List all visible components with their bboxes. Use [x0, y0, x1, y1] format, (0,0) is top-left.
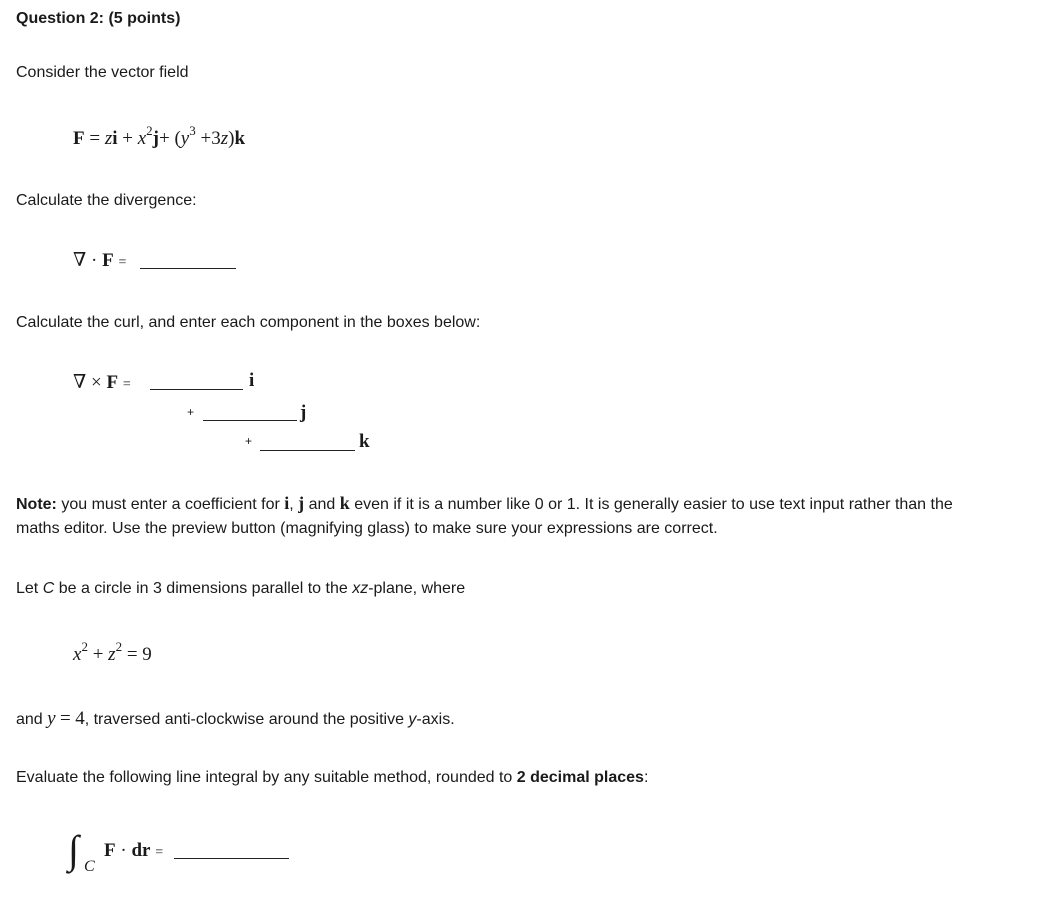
curl-F: F — [106, 372, 119, 393]
field-unit-k: k — [234, 128, 246, 149]
curl-i-answer-field[interactable] — [150, 389, 243, 390]
field-unit-i: i — [112, 128, 118, 149]
integral-subscript: C — [84, 858, 95, 875]
constraint-val: 4 — [75, 708, 85, 729]
field-coef: 3 — [211, 128, 221, 149]
note-line-2: maths editor. Use the preview button (magnifying glass) to make sure your expressions are correct. — [16, 520, 718, 537]
curl-prompt: Calculate the curl, and enter each component in the boxes below: — [16, 314, 481, 331]
note-line-1 — [16, 493, 953, 514]
note-unit-k: k — [339, 493, 350, 513]
field-exp-3: 3 — [189, 123, 196, 138]
integral-expression — [104, 840, 163, 862]
field-term-z2: z — [220, 128, 229, 149]
circle-text-c: -plane, where — [368, 580, 466, 597]
question-title: Question 2: (5 points) — [16, 10, 181, 27]
integral-answer-field[interactable] — [174, 858, 289, 859]
divergence-F: F — [102, 250, 114, 271]
field-plus-2: + — [159, 128, 170, 149]
integral-dot: · — [120, 840, 127, 861]
circle-text-a: Let — [16, 580, 43, 597]
circle-rhs: 9 — [142, 644, 152, 665]
curl-eq: = — [122, 377, 131, 392]
constraint-text-c: -axis. — [416, 711, 455, 728]
circle-plus: + — [92, 644, 104, 665]
curl-k-answer-field[interactable] — [260, 450, 355, 451]
integral-sign: ∫ — [68, 827, 79, 872]
field-plus-1: + — [122, 128, 133, 149]
circle-exp-z: 2 — [115, 639, 123, 654]
divergence-eq: = — [118, 255, 127, 270]
vector-field-equation — [73, 123, 246, 150]
circle-plane: xz — [352, 580, 369, 597]
evaluate-prompt — [16, 769, 648, 787]
note-unit-j: j — [298, 493, 305, 513]
curl-expression — [73, 371, 131, 394]
constraint-axis: y — [408, 711, 417, 728]
curl-unit-j: j — [300, 402, 307, 423]
field-exp-2: 2 — [146, 123, 153, 138]
constraint-text-a: and — [16, 711, 48, 728]
note-comma: , — [289, 496, 299, 513]
constraint-text-b: , traversed anti-clockwise around the positive — [84, 711, 409, 728]
note-text-a: you must enter a coefficient for — [56, 496, 285, 513]
curl-plus-j: + — [187, 405, 195, 419]
field-lhs: F — [73, 128, 85, 149]
field-eq: = — [89, 128, 101, 149]
field-unit-j: j — [152, 128, 159, 149]
field-term-y: y — [180, 128, 190, 149]
evaluate-text-b: : — [643, 769, 649, 786]
integral-d: d — [131, 840, 143, 861]
integral-r: r — [142, 840, 151, 861]
cross-operator: × — [91, 372, 102, 393]
nabla-symbol: ∇ — [73, 372, 87, 393]
curl-j-answer-field[interactable] — [203, 420, 297, 421]
circle-equation — [73, 639, 152, 666]
note-text-b: even if it is a number like 0 or 1. It is generally easier to use text input rather than the — [349, 496, 953, 513]
divergence-prompt: Calculate the divergence: — [16, 192, 197, 209]
note-unit-i: i — [284, 493, 290, 513]
nabla-symbol: ∇ — [73, 250, 87, 271]
circle-eq: = — [126, 644, 138, 665]
circle-z: z — [108, 644, 116, 665]
curl-unit-i: i — [249, 370, 255, 391]
field-term-z: z — [104, 128, 113, 149]
constraint-eq: = — [60, 708, 71, 729]
circle-text-b: be a circle in 3 dimensions parallel to the — [54, 580, 353, 597]
dot-operator: · — [91, 250, 98, 271]
curl-plus-k: + — [245, 434, 253, 448]
integral-F: F — [104, 840, 116, 861]
note-and: and — [304, 496, 340, 513]
constraint-text — [16, 708, 455, 730]
constraint-y: y — [47, 708, 56, 729]
circle-x: x — [73, 644, 82, 665]
evaluate-text-a: Evaluate the following line integral by any suitable method, rounded to — [16, 769, 517, 786]
field-open-paren: ( — [174, 128, 181, 149]
integral-eq: = — [155, 845, 164, 860]
circle-exp-x: 2 — [81, 639, 88, 654]
field-plus-3: + — [200, 128, 212, 149]
evaluate-bold: 2 decimal places — [516, 769, 644, 786]
field-term-x: x — [137, 128, 147, 149]
curl-unit-k: k — [359, 431, 370, 452]
divergence-expression — [73, 249, 126, 272]
divergence-answer-field[interactable] — [140, 268, 236, 269]
note-label: Note: — [16, 496, 57, 513]
circle-C: C — [42, 580, 55, 597]
intro-text: Consider the vector field — [16, 64, 189, 81]
circle-definition — [16, 580, 465, 598]
field-close-paren: ) — [228, 128, 235, 149]
